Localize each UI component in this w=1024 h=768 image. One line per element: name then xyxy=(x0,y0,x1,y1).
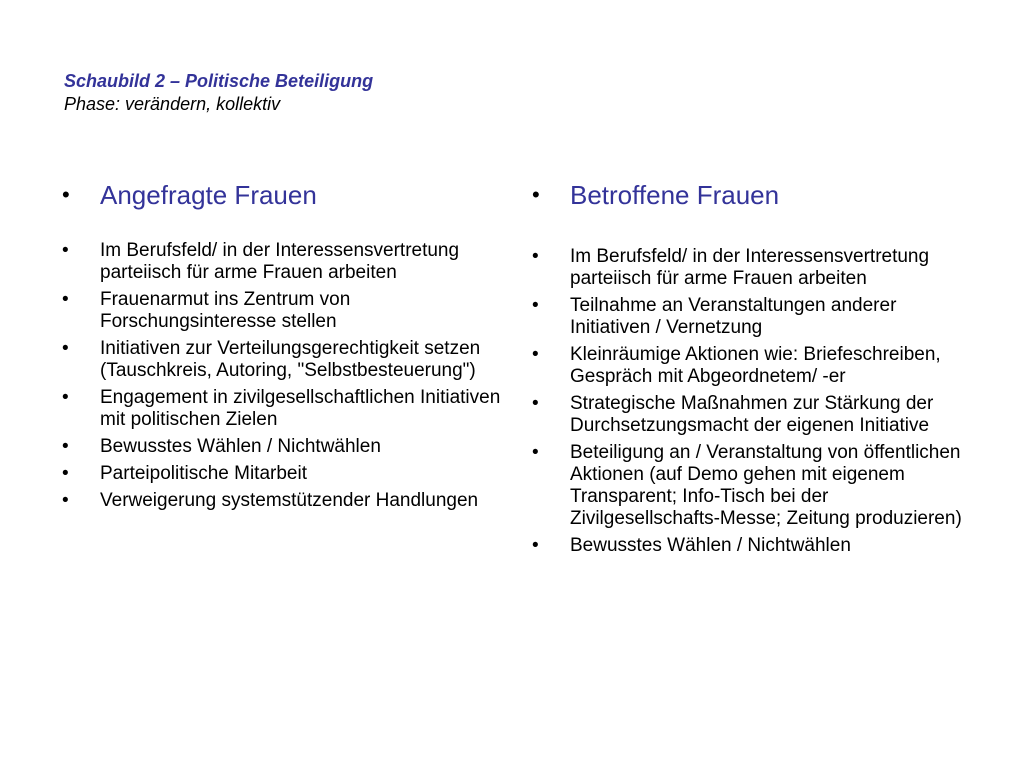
bullet-icon: • xyxy=(532,295,539,316)
list-item xyxy=(532,393,972,437)
bullet-icon: • xyxy=(62,289,69,310)
slide-title xyxy=(64,70,373,116)
list-item-text: Strategische Maßnahmen zur Stärkung der Durchsetzungsmacht der eigenen Initiative xyxy=(570,393,934,436)
left-list xyxy=(62,240,502,512)
right-heading xyxy=(532,178,972,212)
list-item xyxy=(532,344,972,388)
bullet-icon: • xyxy=(62,387,69,408)
right-heading-text: Betroffene Frauen xyxy=(570,180,780,210)
list-item xyxy=(532,295,972,339)
list-item-text: Kleinräumige Aktionen wie: Briefeschreiben, Gespräch mit Abgeordnetem/ -er xyxy=(570,344,941,387)
list-item xyxy=(62,289,502,333)
title-main: Schaubild 2 – Politische Beteiligung xyxy=(64,71,374,91)
right-column xyxy=(532,178,972,562)
list-item xyxy=(62,240,502,284)
bullet-icon: • xyxy=(62,436,69,457)
list-item xyxy=(62,436,502,458)
list-item xyxy=(62,463,502,485)
title-subtitle: Phase: verändern, kollektiv xyxy=(64,94,281,114)
list-item-text: Parteipolitische Mitarbeit xyxy=(100,463,307,484)
list-item-text: Im Berufsfeld/ in der Interessensvertretung parteiisch für arme Frauen arbeiten xyxy=(100,240,460,283)
list-item-text: Im Berufsfeld/ in der Interessensvertretung parteiisch für arme Frauen arbeiten xyxy=(570,246,930,289)
list-item-text: Bewusstes Wählen / Nichtwählen xyxy=(100,436,381,457)
list-item-text: Initiativen zur Verteilungsgerechtigkeit setzen (Tauschkreis, Autoring, "Selbstbesteuerung") xyxy=(100,338,481,381)
bullet-icon: • xyxy=(532,535,539,556)
list-item-text: Frauenarmut ins Zentrum von Forschungsinteresse stellen xyxy=(100,289,351,332)
bullet-icon: • xyxy=(62,338,69,359)
left-heading xyxy=(62,178,502,212)
left-heading-text: Angefragte Frauen xyxy=(100,180,317,210)
bullet-icon: • xyxy=(62,490,69,511)
left-column xyxy=(62,178,502,517)
bullet-icon: • xyxy=(62,240,69,261)
bullet-icon: • xyxy=(532,393,539,414)
bullet-icon: • xyxy=(532,344,539,365)
list-item xyxy=(532,442,972,530)
bullet-icon: • xyxy=(62,463,69,484)
list-item xyxy=(532,246,972,290)
bullet-icon: • xyxy=(62,182,70,207)
list-item-text: Engagement in zivilgesellschaftlichen Initiativen mit politischen Zielen xyxy=(100,387,501,430)
list-item xyxy=(62,338,502,382)
bullet-icon: • xyxy=(532,246,539,267)
list-item-text: Verweigerung systemstützender Handlungen xyxy=(100,490,479,511)
list-item-text: Teilnahme an Veranstaltungen anderer Initiativen / Vernetzung xyxy=(570,295,897,338)
list-item xyxy=(62,387,502,431)
list-item-text: Bewusstes Wählen / Nichtwählen xyxy=(570,535,851,556)
bullet-icon: • xyxy=(532,442,539,463)
right-list xyxy=(532,246,972,557)
bullet-icon: • xyxy=(532,182,540,207)
list-item xyxy=(62,490,502,512)
list-item-text: Beteiligung an / Veranstaltung von öffentlichen Aktionen (auf Demo gehen mit eigenem Transparent; Info-Tisch bei der Zivilgesellschafts-Messe; Zeitung produzieren) xyxy=(570,442,962,529)
list-item xyxy=(532,535,972,557)
